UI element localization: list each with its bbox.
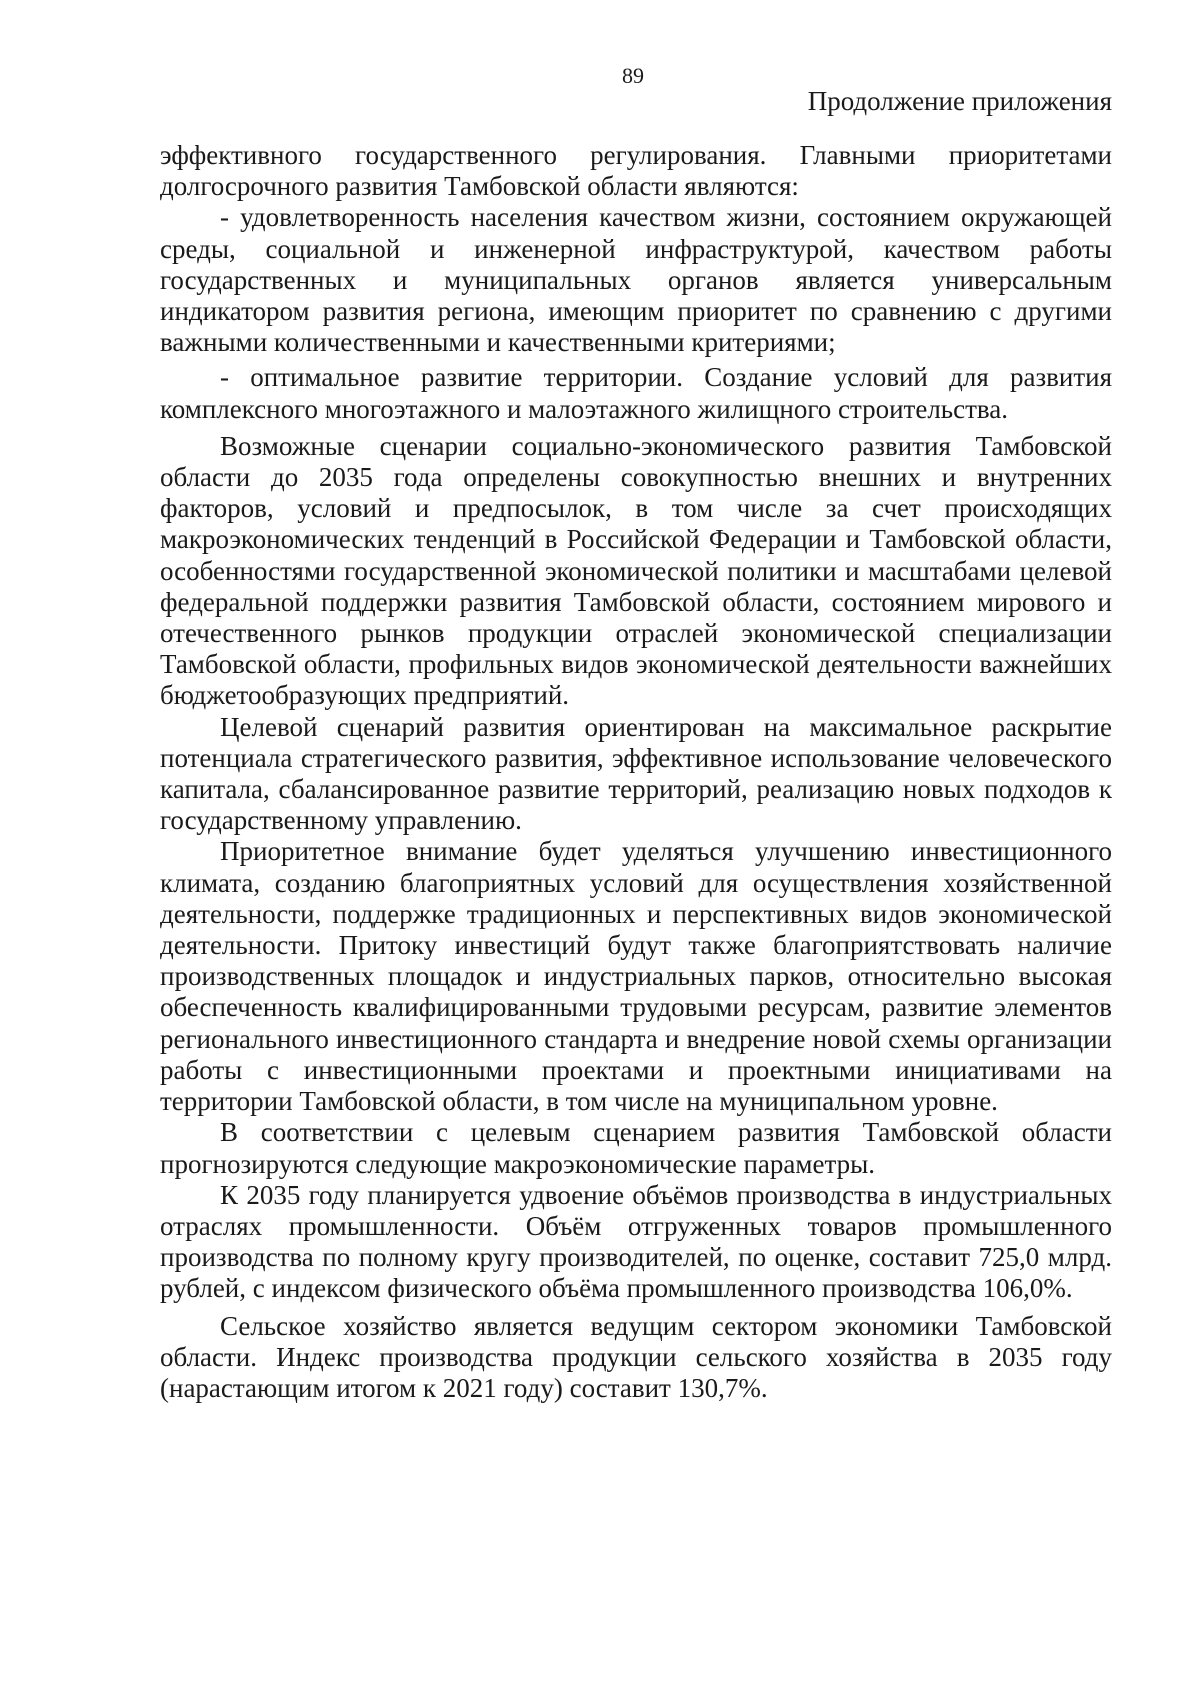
paragraph-agriculture: Сельское хозяйство является ведущим сектором экономики Тамбовской области. Индекс производства продукции сельского хозяйства в 2035 году (нарастающим итогом к 2021 году) составит 130,7%. <box>160 1310 1112 1403</box>
paragraph-continuation: эффективного государственного регулирования. Главными приоритетами долгосрочного развития Тамбовской области являются: <box>160 140 1112 202</box>
paragraph-target-scenario: Целевой сценарий развития ориентирован на максимальное раскрытие потенциала стратегического развития, эффективное использование человеческого капитала, сбалансированное развитие территорий, реализацию новых подходов к государственному управлению. <box>160 711 1112 836</box>
paragraph-investment-climate: Приоритетное внимание будет уделяться улучшению инвестиционного климата, созданию благоприятных условий для осуществления хозяйственной деятельности, поддержке традиционных и перспективных видов экономической деятельности. Притоку инвестиций будут также благоприятствовать наличие производственных площадок и индустриальных парков, относительно высокая обеспеченность квалифицированными трудовыми ресурсам, развитие элементов регионального инвестиционного стандарта и внедрение новой схемы организации работы с инвестиционными проектами и проектными инициативами на территории Тамбовской области, в том числе на муниципальном уровне. <box>160 836 1112 1117</box>
running-header: Продолжение приложения <box>807 86 1112 116</box>
paragraph-macro-parameters: В соответствии с целевым сценарием развития Тамбовской области прогнозируются следующие макроэкономические параметры. <box>160 1117 1112 1179</box>
paragraph-industry: К 2035 году планируется удвоение объёмов производства в индустриальных отраслях промышленности. Объём отгруженных товаров промышленного производства по полному кругу производителей, по оценке, составит 725,0 млрд. рублей, с индексом физического объёма промышленного производства 106,0%. <box>160 1179 1112 1304</box>
list-item-territory: - оптимальное развитие территории. Создание условий для развития комплексного многоэтажного и малоэтажного жилищного строительства. <box>160 362 1112 424</box>
list-item-satisfaction: - удовлетворенность населения качеством жизни, состоянием окружающей среды, социальной и инженерной инфраструктурой, качеством работы государственных и муниципальных органов является универсальным индикатором развития региона, имеющим приоритет по сравнению с другими важными количественными и качественными критериями; <box>160 202 1112 358</box>
body-text <box>160 140 1112 1404</box>
paragraph-scenarios: Возможные сценарии социально-экономического развития Тамбовской области до 2035 года определены совокупностью внешних и внутренних факторов, условий и предпосылок, в том числе за счет происходящих макроэкономических тенденций в Российской Федерации и Тамбовской области, особенностями государственной экономической политики и масштабами целевой федеральной поддержки развития Тамбовской области, состоянием мирового и отечественного рынков продукции отраслей экономической специализации Тамбовской области, профильных видов экономической деятельности важнейших бюджетообразующих предприятий. <box>160 430 1112 711</box>
page-number: 89 <box>622 63 644 88</box>
